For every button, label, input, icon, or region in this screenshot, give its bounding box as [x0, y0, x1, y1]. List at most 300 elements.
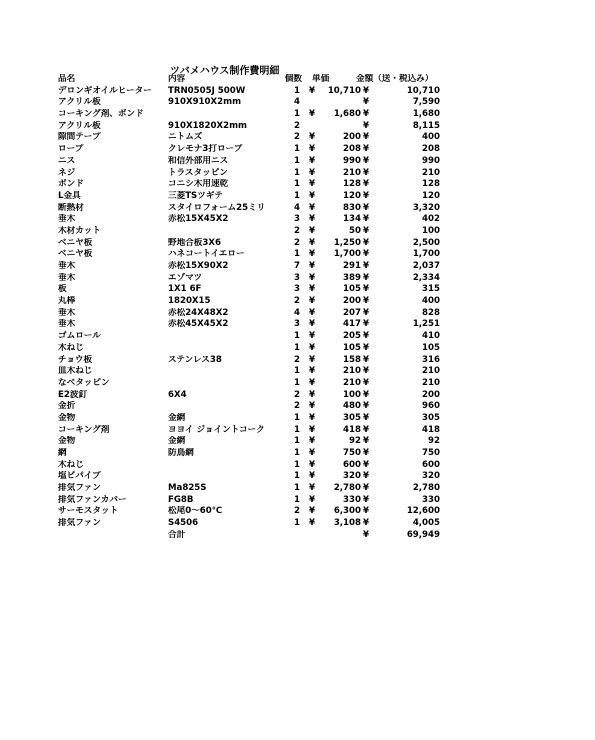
- header-price: 単価: [312, 74, 330, 84]
- yen-sign: ¥: [309, 144, 315, 155]
- item-unit-price: 389: [343, 272, 361, 283]
- item-amount: 828: [422, 307, 440, 318]
- item-qty: 2: [294, 354, 300, 365]
- yen-sign: ¥: [363, 331, 369, 342]
- item-unit-price: 1,700: [333, 249, 361, 260]
- yen-sign: ¥: [309, 506, 315, 517]
- item-qty: 1: [294, 448, 300, 458]
- item-amount: 330: [422, 494, 440, 505]
- item-amount: 750: [422, 448, 440, 458]
- item-amount: 600: [422, 459, 440, 470]
- item-content: FG8B: [168, 494, 194, 505]
- item-name: 金物: [58, 436, 76, 447]
- table-row: [58, 331, 448, 343]
- item-unit-price: 158: [343, 354, 361, 365]
- header-content: 内容: [168, 74, 186, 84]
- yen-sign: ¥: [363, 296, 369, 307]
- yen-sign: ¥: [363, 412, 369, 423]
- table-row: [58, 273, 448, 285]
- item-qty: 2: [294, 506, 300, 517]
- item-qty: 4: [294, 307, 300, 318]
- item-name: 塩ビパイプ: [58, 471, 101, 482]
- item-content: 1X1 6F: [168, 284, 202, 295]
- item-name: ボンド: [58, 179, 84, 190]
- item-content: ニトムズ: [168, 132, 203, 143]
- table-row: [58, 191, 448, 203]
- yen-sign: ¥: [363, 448, 369, 458]
- item-amount: 2,334: [412, 272, 440, 283]
- item-qty: 3: [294, 214, 300, 225]
- item-amount: 1,680: [412, 109, 440, 120]
- item-qty: 4: [294, 97, 300, 108]
- table-row: [58, 144, 448, 156]
- yen-sign: ¥: [309, 190, 315, 201]
- item-unit-price: 210: [343, 366, 361, 377]
- table-row: [58, 471, 448, 483]
- item-qty: 4: [294, 202, 300, 213]
- item-name: アクリル板: [58, 120, 101, 131]
- item-name: 断熱材: [58, 202, 84, 213]
- item-unit-price: 1,680: [333, 109, 361, 120]
- table-row: [58, 284, 448, 296]
- item-amount: 400: [422, 296, 440, 307]
- item-qty: 1: [294, 471, 300, 482]
- table-row: [58, 226, 448, 238]
- table-row: [58, 308, 448, 320]
- item-qty: 7: [294, 261, 300, 271]
- sheet-title: ツバメハウス制作費明細: [170, 66, 280, 77]
- header-name: 品名: [58, 74, 76, 84]
- table-row: [58, 168, 448, 180]
- item-content: クレモナ3打ロープ: [168, 144, 243, 155]
- yen-sign: ¥: [309, 202, 315, 213]
- yen-sign: ¥: [309, 424, 315, 435]
- item-amount: 305: [422, 412, 440, 423]
- item-name: 板: [58, 284, 67, 295]
- item-amount: 10,710: [406, 85, 440, 96]
- item-unit-price: 50: [349, 225, 361, 236]
- item-amount: 12,600: [406, 506, 440, 517]
- item-unit-price: 1,250: [333, 237, 361, 248]
- yen-sign: ¥: [363, 529, 369, 540]
- yen-sign: ¥: [363, 202, 369, 213]
- item-amount: 2,780: [412, 483, 440, 494]
- yen-sign: ¥: [309, 354, 315, 365]
- item-content: 三菱TSツギテ: [168, 190, 224, 201]
- item-unit-price: 417: [343, 319, 361, 330]
- yen-sign: ¥: [309, 249, 315, 260]
- yen-sign: ¥: [309, 366, 315, 377]
- header-amount: 金額（送・税込み）: [356, 74, 434, 84]
- table-header-row: [58, 74, 448, 86]
- item-amount: 402: [422, 214, 440, 225]
- item-unit-price: 2,780: [333, 483, 361, 494]
- item-name: 排気ファン: [58, 518, 101, 529]
- yen-sign: ¥: [363, 249, 369, 260]
- yen-sign: ¥: [309, 307, 315, 318]
- item-name: 木ねじ: [58, 459, 84, 470]
- cost-table: [58, 74, 448, 542]
- table-row: [58, 156, 448, 168]
- item-unit-price: 200: [343, 132, 361, 143]
- yen-sign: ¥: [363, 284, 369, 295]
- item-content: S4506: [168, 518, 199, 529]
- item-content: 910X1820X2mm: [168, 120, 247, 131]
- item-qty: 1: [294, 377, 300, 388]
- yen-sign: ¥: [363, 97, 369, 108]
- table-row: [58, 109, 448, 121]
- yen-sign: ¥: [363, 155, 369, 166]
- yen-sign: ¥: [363, 85, 369, 96]
- yen-sign: ¥: [363, 167, 369, 178]
- yen-sign: ¥: [363, 307, 369, 318]
- item-unit-price: 990: [343, 155, 361, 166]
- item-name: なベタッピン: [58, 377, 110, 388]
- table-row: [58, 390, 448, 402]
- item-content: TRN0505J 500W: [168, 85, 246, 96]
- item-amount: 3,320: [412, 202, 440, 213]
- yen-sign: ¥: [309, 459, 315, 470]
- item-amount: 990: [422, 155, 440, 166]
- item-content: 6X4: [168, 389, 187, 400]
- item-name: 垂木: [58, 272, 76, 283]
- item-name: チョウ板: [58, 354, 93, 365]
- yen-sign: ¥: [363, 272, 369, 283]
- yen-sign: ¥: [363, 483, 369, 494]
- item-unit-price: 200: [343, 296, 361, 307]
- table-row: [58, 249, 448, 261]
- yen-sign: ¥: [363, 366, 369, 377]
- item-amount: 208: [422, 144, 440, 155]
- item-unit-price: 210: [343, 377, 361, 388]
- yen-sign: ¥: [309, 389, 315, 400]
- item-unit-price: 105: [343, 284, 361, 295]
- item-unit-price: 208: [343, 144, 361, 155]
- item-content: 赤松15X45X2: [168, 214, 229, 225]
- item-name: ゴムロール: [58, 331, 101, 342]
- yen-sign: ¥: [309, 448, 315, 458]
- item-amount: 8,115: [412, 120, 440, 131]
- table-row: [58, 460, 448, 472]
- yen-sign: ¥: [363, 518, 369, 529]
- item-unit-price: 3,108: [333, 518, 361, 529]
- table-row: [58, 319, 448, 331]
- table-row: [58, 343, 448, 355]
- yen-sign: ¥: [309, 412, 315, 423]
- item-qty: 1: [294, 366, 300, 377]
- yen-sign: ¥: [309, 471, 315, 482]
- table-row: [58, 401, 448, 413]
- item-qty: 1: [294, 436, 300, 447]
- item-qty: 2: [294, 225, 300, 236]
- yen-sign: ¥: [363, 401, 369, 412]
- item-unit-price: 330: [343, 494, 361, 505]
- table-row: [58, 121, 448, 133]
- item-amount: 320: [422, 471, 440, 482]
- yen-sign: ¥: [309, 284, 315, 295]
- item-name: アクリル板: [58, 97, 101, 108]
- item-name: 垂木: [58, 307, 76, 318]
- yen-sign: ¥: [363, 471, 369, 482]
- yen-sign: ¥: [363, 424, 369, 435]
- yen-sign: ¥: [309, 261, 315, 271]
- yen-sign: ¥: [363, 225, 369, 236]
- item-name: ネジ: [58, 167, 76, 178]
- item-qty: 2: [294, 237, 300, 248]
- item-content: 赤松45X45X2: [168, 319, 229, 330]
- item-content: ハネコートイエロー: [168, 249, 245, 260]
- item-unit-price: 10,710: [327, 85, 361, 96]
- item-name: 金物: [58, 412, 76, 423]
- item-qty: 2: [294, 132, 300, 143]
- item-name: 垂木: [58, 214, 76, 225]
- item-content: ヨヨイ ジョイントコーク: [168, 424, 265, 435]
- item-unit-price: 291: [343, 261, 361, 271]
- table-row: [58, 179, 448, 191]
- item-amount: 418: [422, 424, 440, 435]
- item-unit-price: 418: [343, 424, 361, 435]
- yen-sign: ¥: [363, 190, 369, 201]
- item-qty: 3: [294, 272, 300, 283]
- item-qty: 3: [294, 284, 300, 295]
- table-row: [58, 132, 448, 144]
- item-amount: 128: [422, 179, 440, 190]
- item-content: スタイロフォーム25ミリ: [168, 202, 266, 213]
- item-unit-price: 6,300: [333, 506, 361, 517]
- item-content: トラスタッピン: [168, 167, 228, 178]
- item-qty: 1: [294, 483, 300, 494]
- table-row: [58, 448, 448, 460]
- item-qty: 1: [294, 424, 300, 435]
- total-label: 合計: [168, 529, 186, 540]
- item-amount: 92: [428, 436, 440, 447]
- yen-sign: ¥: [363, 214, 369, 225]
- item-unit-price: 207: [343, 307, 361, 318]
- yen-sign: ¥: [363, 459, 369, 470]
- table-row: [58, 355, 448, 367]
- item-unit-price: 305: [343, 412, 361, 423]
- item-content: 金網: [168, 436, 186, 447]
- item-qty: 1: [294, 190, 300, 201]
- table-row: [58, 214, 448, 226]
- item-name: 丸棒: [58, 296, 76, 307]
- yen-sign: ¥: [363, 109, 369, 120]
- yen-sign: ¥: [363, 120, 369, 131]
- yen-sign: ¥: [363, 144, 369, 155]
- item-name: 木ねじ: [58, 342, 84, 353]
- item-qty: 2: [294, 401, 300, 412]
- item-unit-price: 480: [343, 401, 361, 412]
- item-name: ニス: [58, 155, 76, 166]
- item-content: ステンレス38: [168, 354, 222, 365]
- item-qty: 2: [294, 296, 300, 307]
- yen-sign: ¥: [363, 506, 369, 517]
- table-row: [58, 436, 448, 448]
- item-amount: 210: [422, 377, 440, 388]
- item-name: L金具: [58, 190, 81, 201]
- item-amount: 2,500: [412, 237, 440, 248]
- item-content: 910X910X2mm: [168, 97, 242, 108]
- item-content: 和信外部用ニス: [168, 155, 229, 166]
- item-unit-price: 134: [343, 214, 361, 225]
- item-amount: 316: [422, 354, 440, 365]
- item-qty: 3: [294, 319, 300, 330]
- item-name: 排気ファン: [58, 483, 101, 494]
- yen-sign: ¥: [363, 354, 369, 365]
- table-row: [58, 203, 448, 215]
- yen-sign: ¥: [363, 377, 369, 388]
- item-unit-price: 205: [343, 331, 361, 342]
- yen-sign: ¥: [309, 237, 315, 248]
- table-row: [58, 86, 448, 98]
- item-content: コニシ木用速乾: [168, 179, 229, 190]
- item-name: コーキング剤: [58, 424, 110, 435]
- yen-sign: ¥: [309, 109, 315, 120]
- item-amount: 200: [422, 389, 440, 400]
- item-content: 防鳥網: [168, 448, 194, 458]
- yen-sign: ¥: [309, 518, 315, 529]
- item-qty: 1: [294, 249, 300, 260]
- item-content: 金網: [168, 412, 186, 423]
- yen-sign: ¥: [309, 85, 315, 96]
- table-row: [58, 518, 448, 530]
- yen-sign: ¥: [363, 494, 369, 505]
- yen-sign: ¥: [309, 214, 315, 225]
- item-content: 赤松15X90X2: [168, 261, 229, 271]
- item-unit-price: 92: [349, 436, 361, 447]
- table-row: [58, 261, 448, 273]
- yen-sign: ¥: [309, 319, 315, 330]
- item-qty: 2: [294, 389, 300, 400]
- table-row: [58, 378, 448, 390]
- table-row: [58, 413, 448, 425]
- item-qty: 2: [294, 120, 300, 131]
- item-unit-price: 128: [343, 179, 361, 190]
- item-name: 隙間テープ: [58, 132, 101, 143]
- item-qty: 1: [294, 179, 300, 190]
- item-qty: 1: [294, 412, 300, 423]
- table-row: [58, 238, 448, 250]
- item-qty: 1: [294, 85, 300, 96]
- yen-sign: ¥: [363, 319, 369, 330]
- item-amount: 2,037: [412, 261, 440, 271]
- item-unit-price: 100: [343, 389, 361, 400]
- item-name: 排気ファンカバー: [58, 494, 127, 505]
- table-row: [58, 97, 448, 109]
- item-amount: 1,700: [412, 249, 440, 260]
- item-amount: 210: [422, 167, 440, 178]
- item-content: 野地合板3X6: [168, 237, 221, 248]
- item-qty: 1: [294, 518, 300, 529]
- yen-sign: ¥: [309, 342, 315, 353]
- table-row: [58, 366, 448, 378]
- yen-sign: ¥: [363, 389, 369, 400]
- item-amount: 315: [422, 284, 440, 295]
- item-name: ベニヤ板: [58, 249, 93, 260]
- item-content: Ma825S: [168, 483, 207, 494]
- table-row: [58, 495, 448, 507]
- item-content: 1820X15: [168, 296, 211, 307]
- item-content: 松尾0〜60℃: [168, 506, 223, 517]
- yen-sign: ¥: [309, 436, 315, 447]
- table-row: [58, 296, 448, 308]
- item-name: 網: [58, 448, 67, 458]
- table-row: [58, 425, 448, 437]
- yen-sign: ¥: [309, 155, 315, 166]
- item-amount: 960: [422, 401, 440, 412]
- yen-sign: ¥: [309, 296, 315, 307]
- yen-sign: ¥: [363, 132, 369, 143]
- item-unit-price: 120: [343, 190, 361, 201]
- item-name: デロンギオイルヒーター: [58, 85, 152, 96]
- item-name: 金折: [58, 401, 76, 412]
- item-name: 垂木: [58, 319, 76, 330]
- yen-sign: ¥: [309, 494, 315, 505]
- item-name: コーキング剤、ボンド: [58, 109, 144, 120]
- item-unit-price: 105: [343, 342, 361, 353]
- item-name: 垂木: [58, 261, 76, 271]
- item-unit-price: 600: [343, 459, 361, 470]
- table-row: [58, 506, 448, 518]
- item-content: 赤松24X48X2: [168, 307, 229, 318]
- yen-sign: ¥: [309, 483, 315, 494]
- item-qty: 1: [294, 155, 300, 166]
- total-amount: 69,949: [406, 529, 440, 540]
- item-amount: 1,251: [412, 319, 440, 330]
- yen-sign: ¥: [309, 272, 315, 283]
- total-row: [58, 530, 448, 542]
- item-unit-price: 750: [343, 448, 361, 458]
- item-amount: 410: [422, 331, 440, 342]
- table-row: [58, 483, 448, 495]
- yen-sign: ¥: [309, 132, 315, 143]
- yen-sign: ¥: [309, 179, 315, 190]
- item-name: ロープ: [58, 144, 84, 155]
- yen-sign: ¥: [363, 237, 369, 248]
- yen-sign: ¥: [363, 261, 369, 271]
- item-name: 木材カット: [58, 225, 101, 236]
- yen-sign: ¥: [309, 401, 315, 412]
- item-name: サーモスタット: [58, 506, 119, 517]
- yen-sign: ¥: [363, 342, 369, 353]
- item-unit-price: 210: [343, 167, 361, 178]
- item-qty: 1: [294, 144, 300, 155]
- item-qty: 1: [294, 494, 300, 505]
- yen-sign: ¥: [309, 167, 315, 178]
- item-amount: 100: [422, 225, 440, 236]
- item-name: 皿木ねじ: [58, 366, 93, 377]
- yen-sign: ¥: [309, 377, 315, 388]
- item-unit-price: 830: [343, 202, 361, 213]
- item-amount: 400: [422, 132, 440, 143]
- yen-sign: ¥: [363, 436, 369, 447]
- item-amount: 210: [422, 366, 440, 377]
- item-content: エゾマツ: [168, 272, 203, 283]
- item-unit-price: 320: [343, 471, 361, 482]
- yen-sign: ¥: [309, 331, 315, 342]
- item-qty: 1: [294, 109, 300, 120]
- item-name: ベニヤ板: [58, 237, 93, 248]
- item-amount: 120: [422, 190, 440, 201]
- item-qty: 1: [294, 342, 300, 353]
- item-amount: 105: [422, 342, 440, 353]
- item-name: E2波釘: [58, 389, 88, 400]
- item-qty: 1: [294, 167, 300, 178]
- item-qty: 1: [294, 459, 300, 470]
- yen-sign: ¥: [363, 179, 369, 190]
- header-qty: 個数: [284, 74, 302, 84]
- item-qty: 1: [294, 331, 300, 342]
